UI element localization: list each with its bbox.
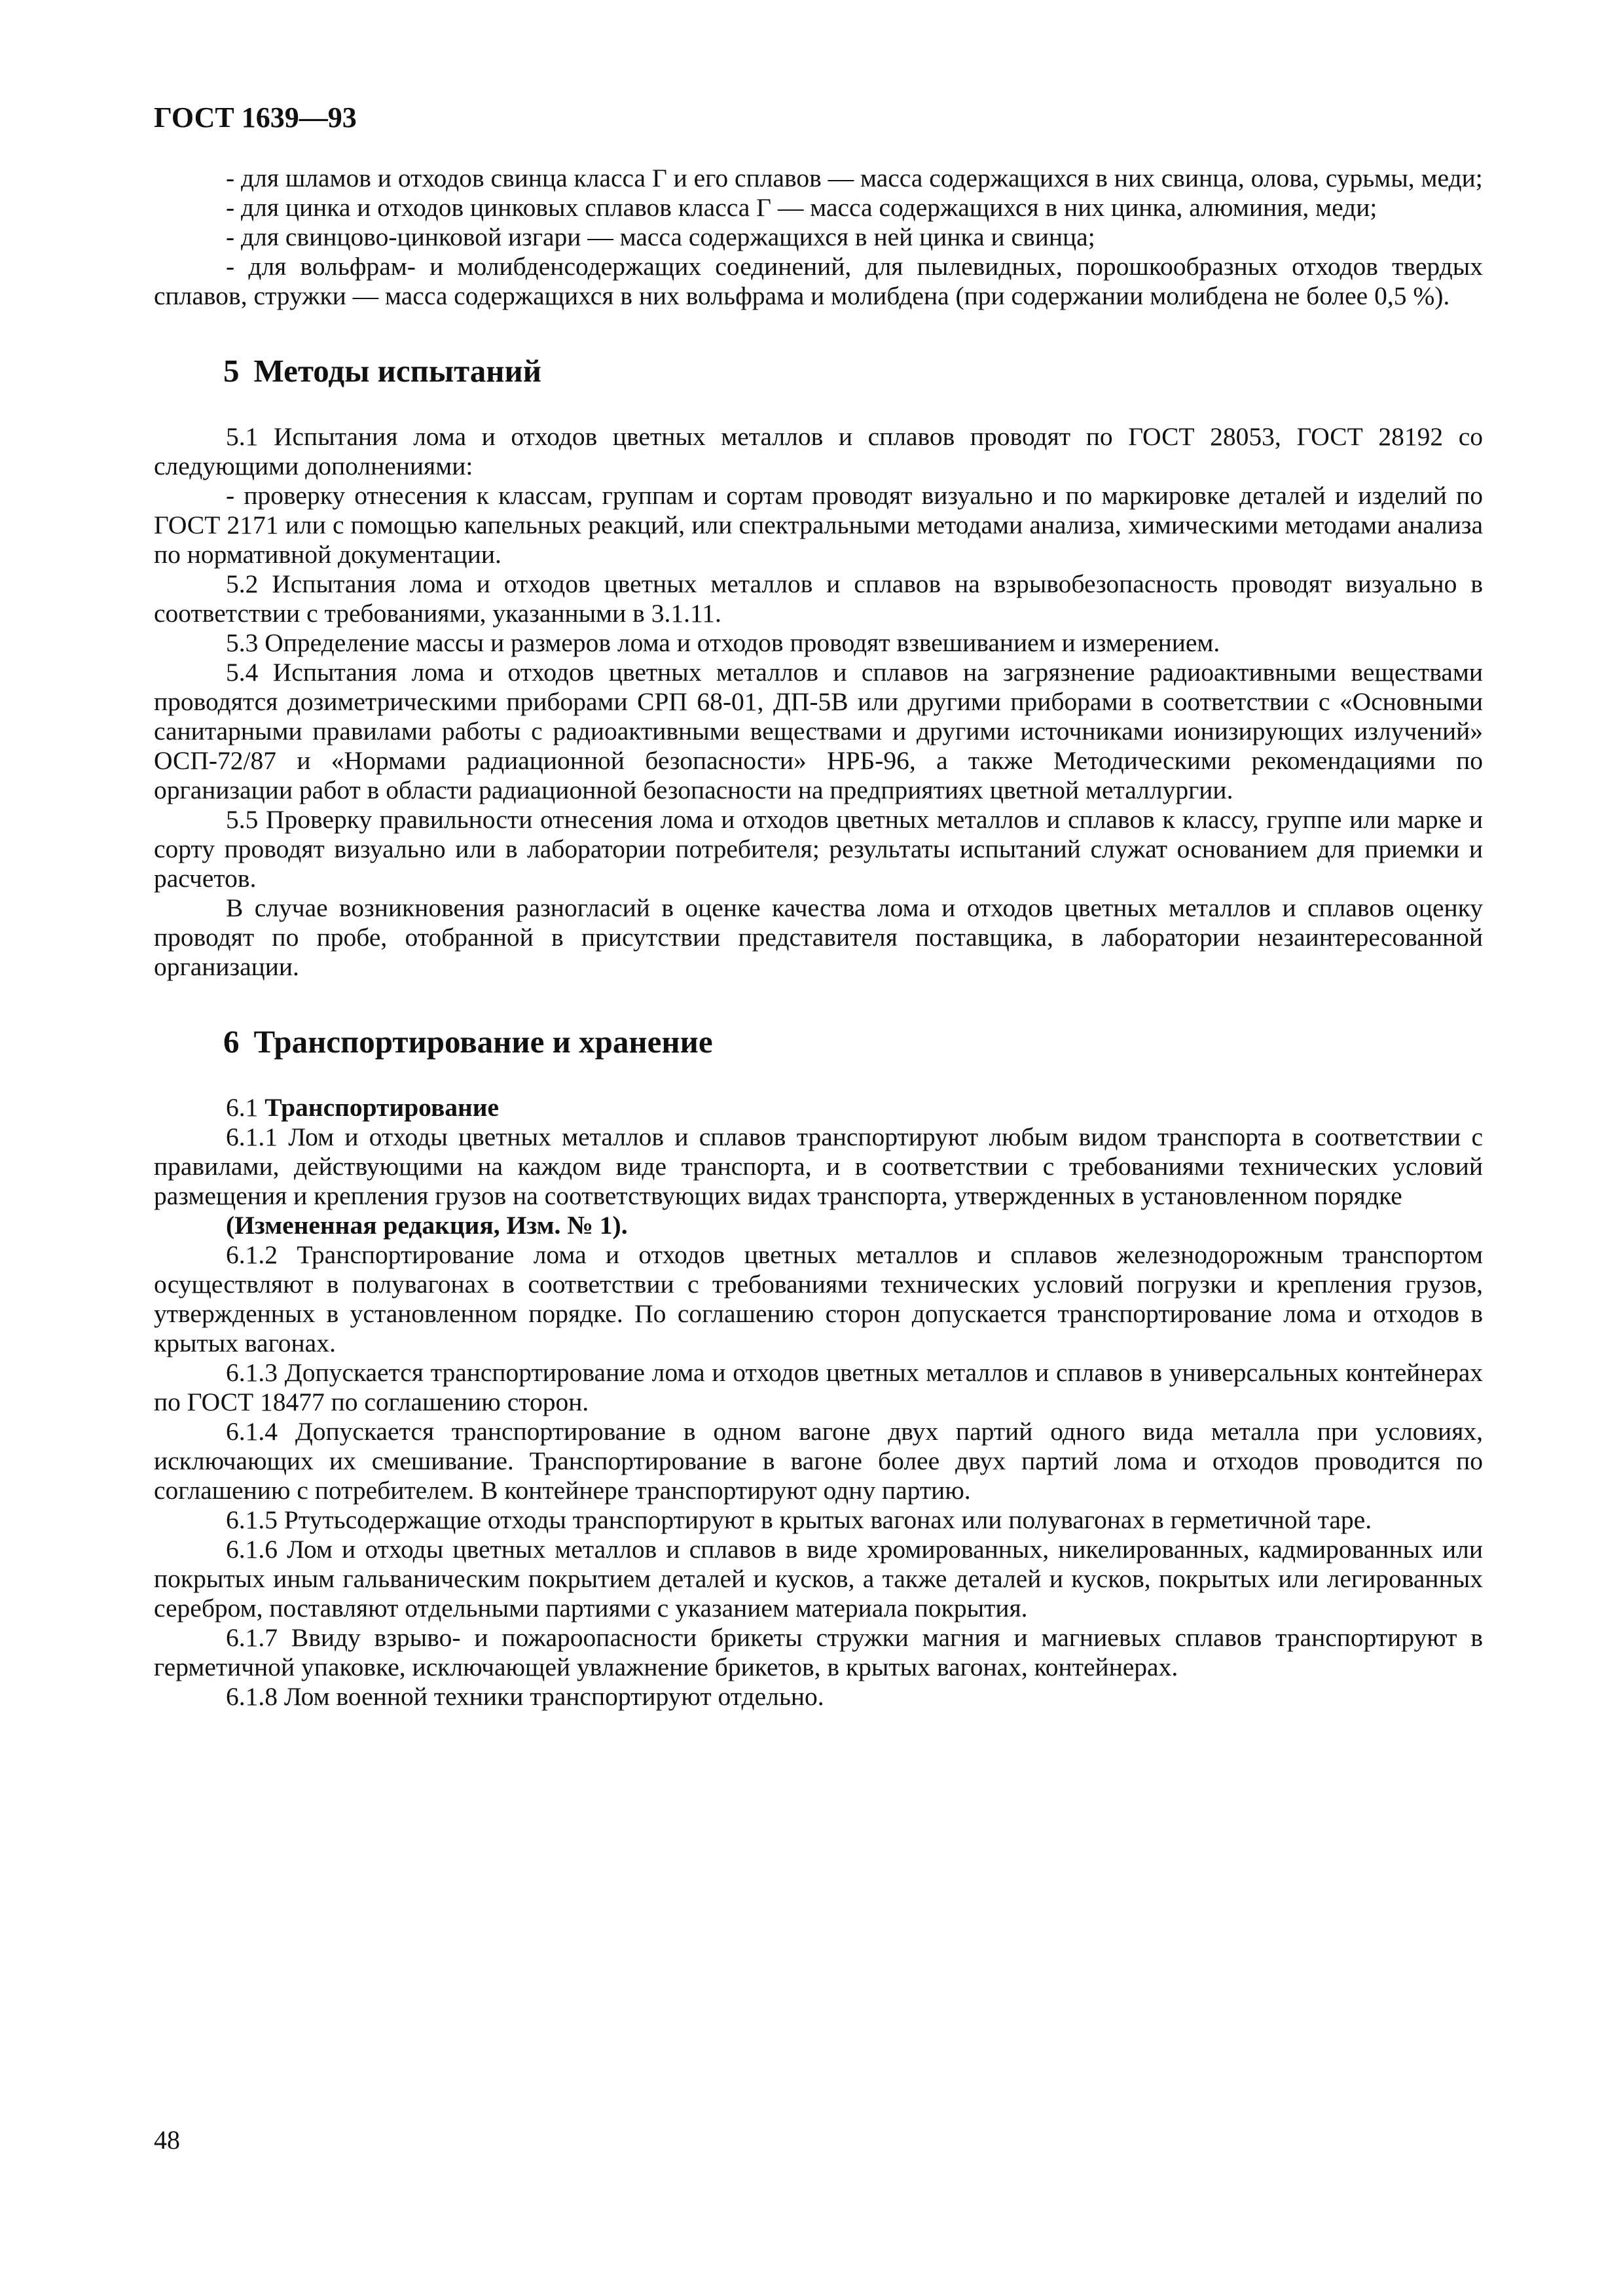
- paragraph-5-4: 5.4 Испытания лома и отходов цветных металлов и сплавов на загрязнение радиоактивными веществами проводятся дозиметрическими приборами СРП 68-01, ДП-5В или другими приборами в соответствии с «Основными санитарными правилами работы с радиоактивными веществами и другими источниками ионизирующих излучений» ОСП-72/87 и «Нормами радиационной безопасности» НРБ-96, а также Методическими рекомендациями по организации работ в области радиационной безопасности на предприятиях цветной металлургии.: [154, 658, 1483, 804]
- section-5-body: [154, 422, 1483, 982]
- paragraph-6-1-6: 6.1.6 Лом и отходы цветных металлов и сплавов в виде хромированных, никелированных, кадмированных или покрытых иным гальваническим покрытием деталей и кусков, а также деталей и кусков, покрытых или легированных серебром, поставляют отдельными партиями с указанием материала покрытия.: [154, 1535, 1483, 1623]
- paragraph-dispute: В случае возникновения разногласий в оценке качества лома и отходов цветных металлов и сплавов оценку проводят по пробе, отобранной в присутствии представителя поставщика, в лаборатории незаинтересованной организации.: [154, 893, 1483, 981]
- section-number: 6: [223, 1024, 240, 1060]
- paragraph-5-3: 5.3 Определение массы и размеров лома и отходов проводят взвешиванием и измерением.: [226, 628, 1220, 657]
- paragraph-5-5: 5.5 Проверку правильности отнесения лома и отходов цветных металлов и сплавов к классу, группе или марке и сорту проводят визуально или в лаборатории потребителя; результаты испытаний служат основанием для приемки и расчетов.: [154, 805, 1483, 893]
- subsection-number: 6.1: [226, 1093, 259, 1122]
- list-item: - для цинка и отходов цинковых сплавов класса Г — масса содержащихся в них цинка, алюминия, меди;: [226, 193, 1377, 222]
- list-item: - для шламов и отходов свинца класса Г и его сплавов — масса содержащихся в них свинца, олова, сурьмы, меди;: [226, 164, 1483, 192]
- section-6-heading: [154, 1022, 1483, 1062]
- section-title: Транспортирование и хранение: [253, 1024, 713, 1060]
- document-header: ГОСТ 1639—93: [154, 101, 357, 134]
- paragraph-6-1-5: 6.1.5 Ртутьсодержащие отходы транспортируют в крытых вагонах или полувагонах в герметичной таре.: [226, 1505, 1372, 1534]
- paragraph-6-1-3: 6.1.3 Допускается транспортирование лома и отходов цветных металлов и сплавов в универсальных контейнерах по ГОСТ 18477 по соглашению сторон.: [154, 1358, 1483, 1416]
- list-item: - проверку отнесения к классам, группам и сортам проводят визуально и по маркировке деталей и изделий по ГОСТ 2171 или с помощью капельных реакций, или спектральными методами анализа, химическими методами анализа по нормативной документации.: [154, 481, 1483, 569]
- subsection-title: Транспортирование: [264, 1093, 500, 1122]
- page-number: 48: [154, 2125, 180, 2155]
- section-title: Методы испытаний: [253, 353, 541, 389]
- section-number: 5: [223, 353, 240, 389]
- amendment-note: (Измененная редакция, Изм. № 1).: [226, 1211, 628, 1240]
- paragraph-5-1: 5.1 Испытания лома и отходов цветных металлов и сплавов проводят по ГОСТ 28053, ГОСТ 28192 со следующими дополнениями:: [154, 422, 1483, 480]
- section-5-heading: [154, 351, 1483, 391]
- document-page: [154, 98, 1483, 1712]
- paragraph-6-1-2: 6.1.2 Транспортирование лома и отходов цветных металлов и сплавов железнодорожным транспортом осуществляют в полувагонах в соответствии с требованиями технических условий погрузки и крепления грузов, утвержденных в установленном порядке. По соглашению сторон допускается транспортирование лома и отходов в крытых вагонах.: [154, 1240, 1483, 1357]
- paragraph-6-1-1: 6.1.1 Лом и отходы цветных металлов и сплавов транспортируют любым видом транспорта в соответствии с правилами, действующими на каждом виде транспорта, и в соответствии с требованиями технических условий размещения и крепления грузов на соответствующих видах транспорта, утвержденных в установленном порядке: [154, 1122, 1483, 1210]
- paragraph-6-1-7: 6.1.7 Ввиду взрыво- и пожароопасности брикеты стружки магния и магниевых сплавов транспортируют в герметичной упаковке, исключающей увлажнение брикетов, в крытых вагонах, контейнерах.: [154, 1623, 1483, 1681]
- list-item: - для свинцово-цинковой изгари — масса содержащихся в ней цинка и свинца;: [226, 223, 1095, 251]
- paragraph-6-1-8: 6.1.8 Лом военной техники транспортируют отдельно.: [226, 1682, 824, 1711]
- list-item: - для вольфрам- и молибденсодержащих соединений, для пылевидных, порошкообразных отходов твердых сплавов, стружки — масса содержащихся в них вольфрама и молибдена (при содержании молибдена не более 0,5 %).: [154, 252, 1483, 310]
- paragraph-6-1-4: 6.1.4 Допускается транспортирование в одном вагоне двух партий одного вида металла при условиях, исключающих их смешивание. Транспортирование в вагоне более двух партий лома и отходов проводится по соглашению с потребителем. В контейнере транспортируют одну партию.: [154, 1417, 1483, 1505]
- section-6-body: [154, 1093, 1483, 1712]
- intro-list: [154, 164, 1483, 311]
- subsection-6-1-heading: [154, 1093, 1483, 1122]
- paragraph-5-2: 5.2 Испытания лома и отходов цветных металлов и сплавов на взрывобезопасность проводят визуально в соответствии с требованиями, указанными в 3.1.11.: [154, 569, 1483, 628]
